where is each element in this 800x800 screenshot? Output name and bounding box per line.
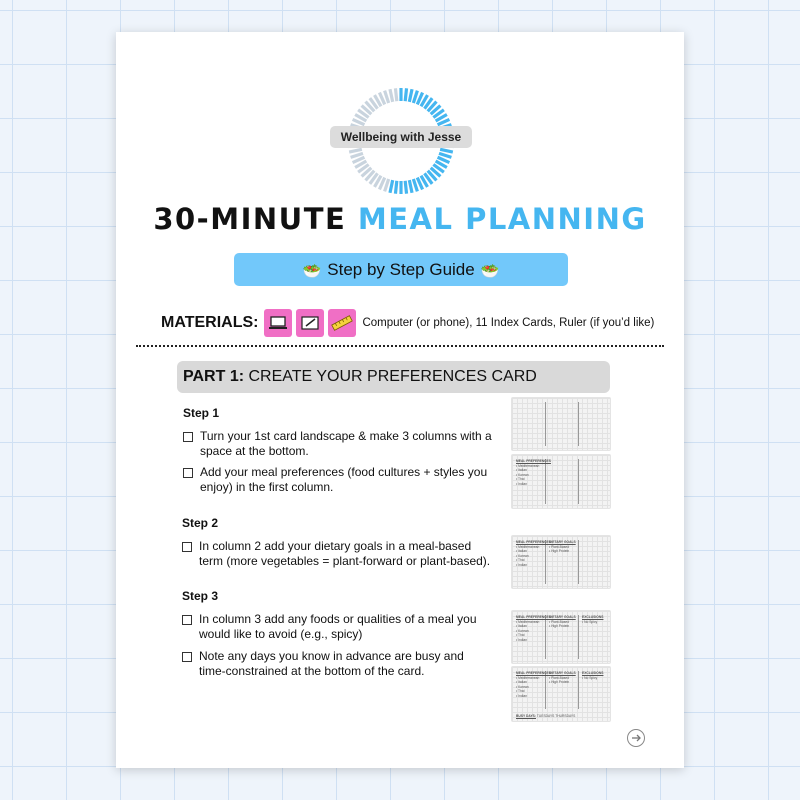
logo-ring-segment [390,180,393,193]
checkbox[interactable] [182,652,192,662]
checklist-item-text: Turn your 1st card landscape & make 3 columns with a space at the bottom. [200,429,492,458]
step-3-heading: Step 3 [182,589,219,603]
logo-ring-segment [351,153,363,157]
checklist-item[interactable] [182,649,492,679]
card-col2-text: DIETARY GOALS • Plant-Based • High Protein [549,671,576,684]
logo-ring-segment [405,88,406,101]
logo-ring-segment [395,181,396,194]
checklist-item[interactable] [183,429,493,459]
card-column-divider [578,671,579,709]
card-column-divider [578,540,579,584]
logo-ring-segment [405,181,406,194]
page-title [116,202,684,236]
card-col1-text: MEAL PREFERENCES • Mediterranean • Italian • Korean • Thai • Indian [516,459,551,486]
index-card-icon [296,309,324,337]
logo-ring-segment [385,179,389,191]
checklist-item-text: In column 2 add your dietary goals in a meal-based term (more vegetables = plant-forward or plant-based). [199,539,491,568]
logo-ring-segment [409,89,412,102]
next-page-button[interactable] [627,729,645,747]
card-column-divider [545,402,546,446]
title-part-1: 30-MINUTE [153,202,347,236]
checklist-item[interactable] [182,612,492,642]
checklist-item-text: Note any days you know in advance are busy and time-constrained at the bottom of the card. [199,649,464,678]
card-col2-text: DIETARY GOALS • Plant-Based • High Protein [549,540,576,553]
logo-ring-segment [349,149,362,152]
checkbox[interactable] [183,432,193,442]
card-col2-text: DIETARY GOALS • Plant-Based • High Protein [549,615,576,628]
checklist-item[interactable] [182,539,492,569]
document-page [116,32,684,768]
part-label: PART 1: [183,368,245,385]
example-card-blank [511,397,611,451]
logo-ring-segment [413,179,417,191]
logo-ring-segment [439,153,451,157]
title-part-2: MEAL PLANNING [357,202,647,236]
salad-icon: 🥗 [302,263,322,280]
checkbox[interactable] [183,468,193,478]
checklist-item[interactable] [183,465,493,495]
logo-ring-segment [409,180,412,193]
logo-ring-segment [390,89,393,102]
card-column-divider [578,459,579,504]
checklist-item-text: Add your meal preferences (food cultures + styles you enjoy) in the first column. [200,465,488,494]
example-card-complete [511,666,611,722]
checkbox[interactable] [182,542,192,552]
materials-text: Computer (or phone), 11 Index Cards, Ruler (if you’d like) [362,317,655,329]
part-heading [177,361,610,393]
checkbox[interactable] [182,615,192,625]
card-column-divider [578,615,579,659]
card-col1-text: MEAL PREFERENCES • Mediterranean • Italian • Korean • Thai • Indian [516,671,551,698]
section-divider [136,345,664,347]
salad-icon: 🥗 [480,263,500,280]
example-card-preferences [511,454,611,509]
ruler-icon [328,309,356,337]
logo-ring-segment [385,91,389,103]
logo-ring-segment [413,91,417,103]
card-col1-text: MEAL PREFERENCES • Mediterranean • Italian • Korean • Thai • Indian [516,615,551,642]
logo-ring-segment [395,88,396,101]
step-2-heading: Step 2 [182,516,219,530]
part-title: CREATE YOUR PREFERENCES CARD [248,368,537,385]
materials-label: MATERIALS: [161,314,259,331]
laptop-icon [264,309,292,337]
checklist-item-text: In column 3 add any foods or qualities of a meal you would like to avoid (e.g., spicy) [199,612,477,641]
example-card-dietary-goals [511,535,611,589]
logo-ring-segment [440,149,453,152]
brand-name: Wellbeing with Jesse [330,126,472,148]
arrow-right-icon [628,730,644,746]
subtitle-banner [234,253,568,286]
subtitle-text: Step by Step Guide [327,260,475,279]
step-1-heading: Step 1 [183,406,220,420]
card-busy-days: BUSY DAYS: TUESDAYS THURSDAYS [516,714,576,718]
card-col1-text: MEAL PREFERENCES • Mediterranean • Italian • Korean • Thai • Indian [516,540,551,567]
example-card-exclusions [511,610,611,664]
card-column-divider [578,402,579,446]
materials-row [161,308,654,338]
card-col3-text: EXCLUSIONS • No Spicy [582,671,604,680]
card-col3-text: EXCLUSIONS • No Spicy [582,615,604,624]
